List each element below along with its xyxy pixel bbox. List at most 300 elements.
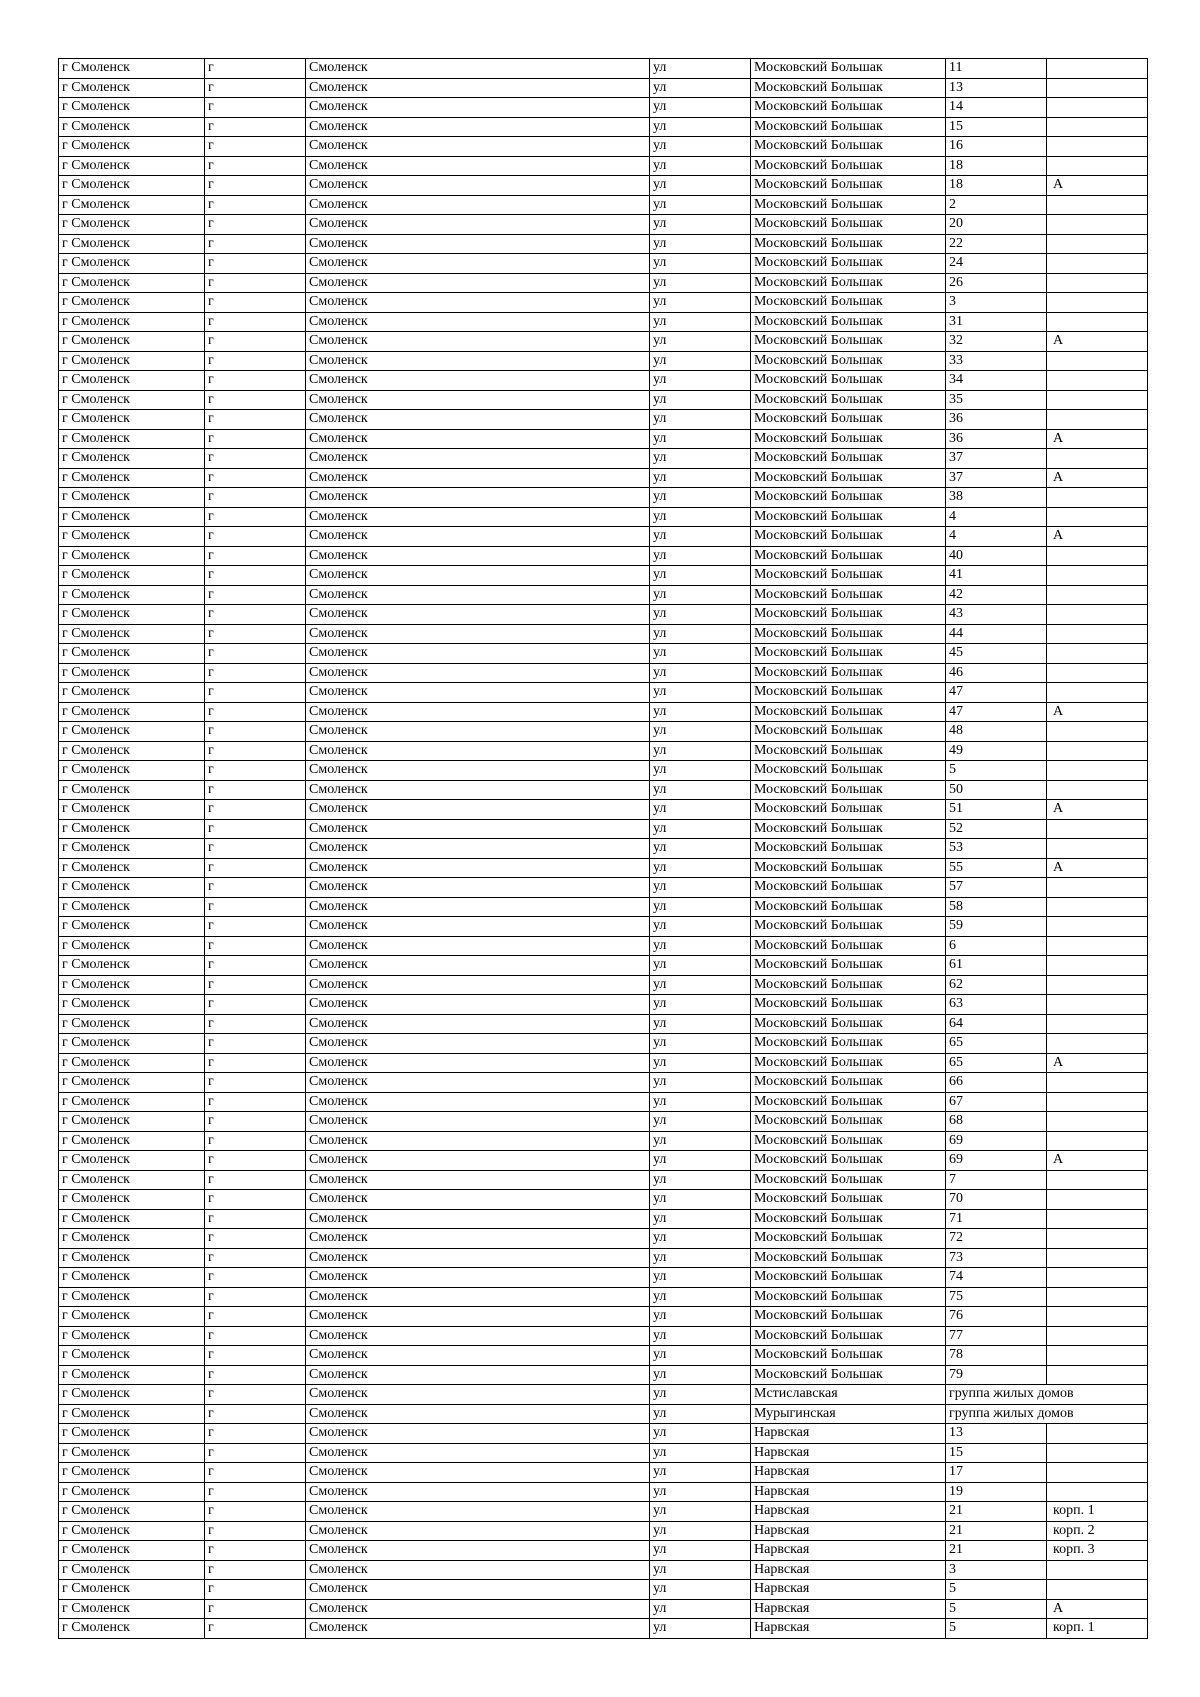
address-rows — [59, 59, 1148, 1639]
street-type-cell: ул — [650, 1326, 751, 1346]
house-cell: 52 — [946, 819, 1047, 839]
street-type-cell: ул — [650, 332, 751, 352]
building-cell — [1047, 936, 1148, 956]
house-cell: 31 — [946, 312, 1047, 332]
street-type-cell: ул — [650, 1541, 751, 1561]
street-type-cell: ул — [650, 858, 751, 878]
table-row — [59, 780, 1148, 800]
region-cell: г Смоленск — [59, 663, 205, 683]
house-cell: 16 — [946, 137, 1047, 157]
street-cell: Московский Большак — [751, 117, 946, 137]
street-type-cell: ул — [650, 1092, 751, 1112]
table-row — [59, 1053, 1148, 1073]
locality-cell: Смоленск — [306, 995, 650, 1015]
street-type-cell: ул — [650, 1346, 751, 1366]
locality-type-cell: г — [205, 624, 306, 644]
building-cell — [1047, 741, 1148, 761]
table-row — [59, 1502, 1148, 1522]
locality-type-cell: г — [205, 1599, 306, 1619]
building-cell — [1047, 1482, 1148, 1502]
region-cell: г Смоленск — [59, 78, 205, 98]
street-type-cell: ул — [650, 390, 751, 410]
building-cell — [1047, 1112, 1148, 1132]
street-type-cell: ул — [650, 819, 751, 839]
region-cell: г Смоленск — [59, 1482, 205, 1502]
region-cell: г Смоленск — [59, 839, 205, 859]
street-cell: Московский Большак — [751, 1034, 946, 1054]
house-cell: 74 — [946, 1268, 1047, 1288]
house-cell: 62 — [946, 975, 1047, 995]
table-row — [59, 351, 1148, 371]
building-cell — [1047, 819, 1148, 839]
region-cell: г Смоленск — [59, 800, 205, 820]
locality-cell: Смоленск — [306, 1443, 650, 1463]
table-row — [59, 819, 1148, 839]
table-row — [59, 702, 1148, 722]
region-cell: г Смоленск — [59, 702, 205, 722]
house-cell: 53 — [946, 839, 1047, 859]
locality-type-cell: г — [205, 1521, 306, 1541]
street-cell: Московский Большак — [751, 819, 946, 839]
locality-cell: Смоленск — [306, 605, 650, 625]
region-cell: г Смоленск — [59, 917, 205, 937]
street-type-cell: ул — [650, 527, 751, 547]
locality-cell: Смоленск — [306, 527, 650, 547]
street-cell: Московский Большак — [751, 605, 946, 625]
street-cell: Московский Большак — [751, 644, 946, 664]
locality-type-cell: г — [205, 527, 306, 547]
locality-cell: Смоленск — [306, 488, 650, 508]
street-type-cell: ул — [650, 566, 751, 586]
street-cell: Московский Большак — [751, 800, 946, 820]
street-cell: Московский Большак — [751, 1073, 946, 1093]
street-cell: Московский Большак — [751, 1014, 946, 1034]
table-row — [59, 566, 1148, 586]
table-row — [59, 1092, 1148, 1112]
street-type-cell: ул — [650, 1131, 751, 1151]
house-cell: 76 — [946, 1307, 1047, 1327]
locality-type-cell: г — [205, 59, 306, 79]
house-cell: 71 — [946, 1209, 1047, 1229]
table-row — [59, 995, 1148, 1015]
locality-type-cell: г — [205, 1443, 306, 1463]
region-cell: г Смоленск — [59, 1541, 205, 1561]
locality-cell: Смоленск — [306, 624, 650, 644]
house-cell: 3 — [946, 1560, 1047, 1580]
table-row — [59, 1151, 1148, 1171]
house-cell: 65 — [946, 1053, 1047, 1073]
table-row — [59, 1014, 1148, 1034]
house-cell: 14 — [946, 98, 1047, 118]
building-cell — [1047, 1365, 1148, 1385]
house-cell: 37 — [946, 449, 1047, 469]
table-row — [59, 1307, 1148, 1327]
locality-cell: Смоленск — [306, 1170, 650, 1190]
region-cell: г Смоленск — [59, 137, 205, 157]
building-cell — [1047, 1424, 1148, 1444]
table-row — [59, 429, 1148, 449]
house-cell: 5 — [946, 761, 1047, 781]
building-cell — [1047, 956, 1148, 976]
street-type-cell: ул — [650, 449, 751, 469]
locality-cell: Смоленск — [306, 371, 650, 391]
locality-type-cell: г — [205, 254, 306, 274]
building-cell — [1047, 1443, 1148, 1463]
locality-cell: Смоленск — [306, 1346, 650, 1366]
locality-cell: Смоленск — [306, 59, 650, 79]
region-cell: г Смоленск — [59, 1229, 205, 1249]
street-cell: Московский Большак — [751, 59, 946, 79]
locality-cell: Смоленск — [306, 780, 650, 800]
street-cell: Московский Большак — [751, 254, 946, 274]
house-cell: 5 — [946, 1599, 1047, 1619]
house-cell: 68 — [946, 1112, 1047, 1132]
locality-cell: Смоленск — [306, 917, 650, 937]
street-cell: Московский Большак — [751, 839, 946, 859]
building-cell — [1047, 371, 1148, 391]
locality-cell: Смоленск — [306, 156, 650, 176]
street-cell: Нарвская — [751, 1424, 946, 1444]
locality-type-cell: г — [205, 1073, 306, 1093]
street-type-cell: ул — [650, 273, 751, 293]
street-type-cell: ул — [650, 1502, 751, 1522]
street-cell: Нарвская — [751, 1560, 946, 1580]
locality-cell: Смоленск — [306, 819, 650, 839]
street-cell: Московский Большак — [751, 878, 946, 898]
street-type-cell: ул — [650, 1112, 751, 1132]
region-cell: г Смоленск — [59, 1268, 205, 1288]
region-cell: г Смоленск — [59, 936, 205, 956]
table-row — [59, 59, 1148, 79]
locality-cell: Смоленск — [306, 702, 650, 722]
locality-cell: Смоленск — [306, 78, 650, 98]
street-type-cell: ул — [650, 215, 751, 235]
street-cell: Московский Большак — [751, 390, 946, 410]
house-cell: 2 — [946, 195, 1047, 215]
building-cell — [1047, 488, 1148, 508]
locality-cell: Смоленск — [306, 137, 650, 157]
region-cell: г Смоленск — [59, 176, 205, 196]
street-cell: Московский Большак — [751, 702, 946, 722]
locality-cell: Смоленск — [306, 215, 650, 235]
building-cell — [1047, 1580, 1148, 1600]
street-type-cell: ул — [650, 897, 751, 917]
street-type-cell: ул — [650, 98, 751, 118]
region-cell: г Смоленск — [59, 995, 205, 1015]
street-type-cell: ул — [650, 1619, 751, 1639]
region-cell: г Смоленск — [59, 683, 205, 703]
locality-type-cell: г — [205, 1287, 306, 1307]
locality-cell: Смоленск — [306, 390, 650, 410]
locality-cell: Смоленск — [306, 468, 650, 488]
street-type-cell: ул — [650, 1268, 751, 1288]
building-cell: А — [1047, 1151, 1148, 1171]
building-cell: А — [1047, 176, 1148, 196]
table-row — [59, 1599, 1148, 1619]
house-cell: 26 — [946, 273, 1047, 293]
house-cell: 66 — [946, 1073, 1047, 1093]
building-cell: А — [1047, 332, 1148, 352]
locality-type-cell: г — [205, 488, 306, 508]
street-type-cell: ул — [650, 878, 751, 898]
house-cell: 18 — [946, 156, 1047, 176]
region-cell: г Смоленск — [59, 722, 205, 742]
house-cell: 15 — [946, 1443, 1047, 1463]
region-cell: г Смоленск — [59, 741, 205, 761]
house-cell: 69 — [946, 1131, 1047, 1151]
house-cell: 59 — [946, 917, 1047, 937]
region-cell: г Смоленск — [59, 1092, 205, 1112]
locality-cell: Смоленск — [306, 663, 650, 683]
locality-cell: Смоленск — [306, 1502, 650, 1522]
region-cell: г Смоленск — [59, 273, 205, 293]
street-type-cell: ул — [650, 1385, 751, 1405]
street-type-cell: ул — [650, 1560, 751, 1580]
street-cell: Московский Большак — [751, 273, 946, 293]
locality-type-cell: г — [205, 1209, 306, 1229]
street-type-cell: ул — [650, 351, 751, 371]
house-cell: 18 — [946, 176, 1047, 196]
locality-type-cell: г — [205, 234, 306, 254]
table-row — [59, 1541, 1148, 1561]
street-cell: Московский Большак — [751, 176, 946, 196]
street-type-cell: ул — [650, 254, 751, 274]
region-cell: г Смоленск — [59, 1112, 205, 1132]
street-cell: Московский Большак — [751, 780, 946, 800]
table-row — [59, 273, 1148, 293]
locality-cell: Смоленск — [306, 683, 650, 703]
locality-type-cell: г — [205, 332, 306, 352]
street-type-cell: ул — [650, 702, 751, 722]
locality-cell: Смоленск — [306, 1073, 650, 1093]
street-type-cell: ул — [650, 644, 751, 664]
locality-type-cell: г — [205, 1170, 306, 1190]
street-type-cell: ул — [650, 605, 751, 625]
house-cell: 47 — [946, 683, 1047, 703]
table-row — [59, 1385, 1148, 1405]
locality-type-cell: г — [205, 117, 306, 137]
locality-type-cell: г — [205, 995, 306, 1015]
table-row — [59, 761, 1148, 781]
building-cell — [1047, 449, 1148, 469]
region-cell: г Смоленск — [59, 878, 205, 898]
street-type-cell: ул — [650, 917, 751, 937]
locality-type-cell: г — [205, 410, 306, 430]
region-cell: г Смоленск — [59, 1307, 205, 1327]
street-type-cell: ул — [650, 410, 751, 430]
building-cell — [1047, 1248, 1148, 1268]
building-cell — [1047, 1307, 1148, 1327]
locality-cell: Смоленск — [306, 1326, 650, 1346]
locality-type-cell: г — [205, 897, 306, 917]
building-cell — [1047, 1014, 1148, 1034]
locality-type-cell: г — [205, 507, 306, 527]
locality-type-cell: г — [205, 956, 306, 976]
region-cell: г Смоленск — [59, 1521, 205, 1541]
locality-type-cell: г — [205, 176, 306, 196]
locality-cell: Смоленск — [306, 449, 650, 469]
locality-cell: Смоленск — [306, 1151, 650, 1171]
locality-cell: Смоленск — [306, 1248, 650, 1268]
table-row — [59, 1346, 1148, 1366]
house-cell: 73 — [946, 1248, 1047, 1268]
locality-cell: Смоленск — [306, 975, 650, 995]
street-type-cell: ул — [650, 1463, 751, 1483]
locality-cell: Смоленск — [306, 644, 650, 664]
building-cell: А — [1047, 1053, 1148, 1073]
locality-cell: Смоленск — [306, 897, 650, 917]
building-cell: корп. 2 — [1047, 1521, 1148, 1541]
locality-cell: Смоленск — [306, 1599, 650, 1619]
region-cell: г Смоленск — [59, 1599, 205, 1619]
building-cell — [1047, 663, 1148, 683]
house-cell: 17 — [946, 1463, 1047, 1483]
street-type-cell: ул — [650, 761, 751, 781]
building-cell — [1047, 683, 1148, 703]
house-cell: 48 — [946, 722, 1047, 742]
table-row — [59, 1365, 1148, 1385]
locality-cell: Смоленск — [306, 332, 650, 352]
house-cell: 5 — [946, 1580, 1047, 1600]
locality-type-cell: г — [205, 1619, 306, 1639]
region-cell: г Смоленск — [59, 468, 205, 488]
locality-cell: Смоленск — [306, 761, 650, 781]
building-cell — [1047, 59, 1148, 79]
table-row — [59, 195, 1148, 215]
street-cell: Московский Большак — [751, 663, 946, 683]
table-row — [59, 176, 1148, 196]
region-cell: г Смоленск — [59, 371, 205, 391]
locality-type-cell: г — [205, 780, 306, 800]
building-cell — [1047, 312, 1148, 332]
locality-cell: Смоленск — [306, 1229, 650, 1249]
house-cell: 38 — [946, 488, 1047, 508]
street-cell: Московский Большак — [751, 1170, 946, 1190]
street-type-cell: ул — [650, 488, 751, 508]
house-cell: 21 — [946, 1502, 1047, 1522]
region-cell: г Смоленск — [59, 351, 205, 371]
building-cell — [1047, 839, 1148, 859]
region-cell: г Смоленск — [59, 1073, 205, 1093]
building-cell — [1047, 293, 1148, 313]
locality-cell: Смоленск — [306, 1307, 650, 1327]
building-cell — [1047, 975, 1148, 995]
street-cell: Нарвская — [751, 1482, 946, 1502]
locality-type-cell: г — [205, 1346, 306, 1366]
building-cell: корп. 1 — [1047, 1619, 1148, 1639]
street-cell: Московский Большак — [751, 137, 946, 157]
locality-type-cell: г — [205, 351, 306, 371]
street-cell: Московский Большак — [751, 1131, 946, 1151]
table-row — [59, 1580, 1148, 1600]
house-cell: 51 — [946, 800, 1047, 820]
street-type-cell: ул — [650, 1190, 751, 1210]
house-cell: 72 — [946, 1229, 1047, 1249]
building-cell — [1047, 1229, 1148, 1249]
region-cell: г Смоленск — [59, 507, 205, 527]
region-cell: г Смоленск — [59, 566, 205, 586]
table-row — [59, 956, 1148, 976]
locality-type-cell: г — [205, 1268, 306, 1288]
table-row — [59, 468, 1148, 488]
region-cell: г Смоленск — [59, 117, 205, 137]
street-cell: Московский Большак — [751, 98, 946, 118]
house-cell: 19 — [946, 1482, 1047, 1502]
table-row — [59, 156, 1148, 176]
street-type-cell: ул — [650, 1580, 751, 1600]
street-cell: Московский Большак — [751, 1209, 946, 1229]
building-cell: корп. 1 — [1047, 1502, 1148, 1522]
street-type-cell: ул — [650, 975, 751, 995]
locality-cell: Смоленск — [306, 1463, 650, 1483]
locality-cell: Смоленск — [306, 1209, 650, 1229]
table-row — [59, 293, 1148, 313]
locality-type-cell: г — [205, 1385, 306, 1405]
house-cell: 46 — [946, 663, 1047, 683]
street-cell: Московский Большак — [751, 936, 946, 956]
building-cell — [1047, 137, 1148, 157]
house-cell: 4 — [946, 527, 1047, 547]
street-cell: Мстиславская — [751, 1385, 946, 1405]
street-type-cell: ул — [650, 137, 751, 157]
table-row — [59, 137, 1148, 157]
street-cell: Московский Большак — [751, 761, 946, 781]
street-type-cell: ул — [650, 117, 751, 137]
locality-type-cell: г — [205, 1502, 306, 1522]
building-cell — [1047, 507, 1148, 527]
street-type-cell: ул — [650, 507, 751, 527]
locality-cell: Смоленск — [306, 1424, 650, 1444]
region-cell: г Смоленск — [59, 1346, 205, 1366]
table-row — [59, 1482, 1148, 1502]
table-row — [59, 312, 1148, 332]
region-cell: г Смоленск — [59, 312, 205, 332]
house-cell: 5 — [946, 1619, 1047, 1639]
region-cell: г Смоленск — [59, 1326, 205, 1346]
street-cell: Мурыгинская — [751, 1404, 946, 1424]
street-type-cell: ул — [650, 936, 751, 956]
house-cell: 24 — [946, 254, 1047, 274]
locality-cell: Смоленск — [306, 858, 650, 878]
locality-type-cell: г — [205, 605, 306, 625]
locality-type-cell: г — [205, 585, 306, 605]
locality-cell: Смоленск — [306, 1404, 650, 1424]
locality-type-cell: г — [205, 761, 306, 781]
locality-type-cell: г — [205, 683, 306, 703]
region-cell: г Смоленск — [59, 1619, 205, 1639]
building-cell — [1047, 78, 1148, 98]
street-cell: Московский Большак — [751, 195, 946, 215]
address-table — [58, 58, 1148, 1639]
locality-type-cell: г — [205, 722, 306, 742]
street-type-cell: ул — [650, 156, 751, 176]
table-row — [59, 410, 1148, 430]
locality-cell: Смоленск — [306, 176, 650, 196]
street-type-cell: ул — [650, 1034, 751, 1054]
house-cell: 36 — [946, 410, 1047, 430]
locality-type-cell: г — [205, 1112, 306, 1132]
street-cell: Московский Большак — [751, 1268, 946, 1288]
table-row — [59, 1034, 1148, 1054]
locality-type-cell: г — [205, 1131, 306, 1151]
street-cell: Московский Большак — [751, 858, 946, 878]
building-cell: А — [1047, 429, 1148, 449]
locality-type-cell: г — [205, 663, 306, 683]
locality-type-cell: г — [205, 819, 306, 839]
region-cell: г Смоленск — [59, 1287, 205, 1307]
building-cell — [1047, 605, 1148, 625]
building-cell — [1047, 156, 1148, 176]
